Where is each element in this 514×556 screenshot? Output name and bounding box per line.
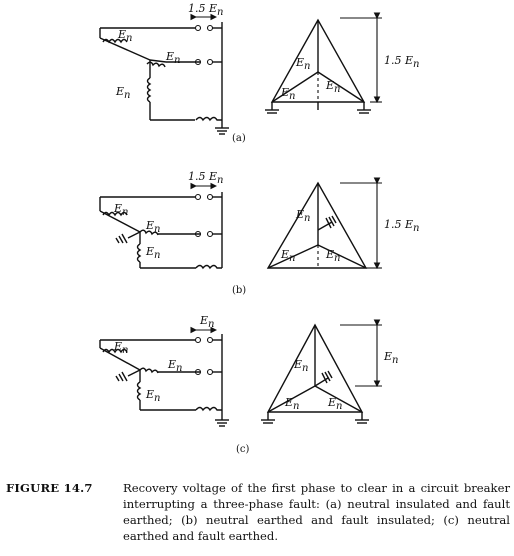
svg-text:En: En bbox=[114, 202, 129, 218]
svg-text:En: En bbox=[281, 248, 296, 264]
phasor-triangle-a bbox=[265, 20, 371, 113]
svg-text:En: En bbox=[118, 28, 133, 44]
svg-text:En: En bbox=[326, 248, 341, 264]
circuit-c bbox=[100, 314, 229, 426]
breaker-voltage-label-c: En bbox=[200, 314, 215, 330]
svg-text:En: En bbox=[296, 208, 311, 224]
neutral-earth-triangle-c bbox=[315, 371, 332, 386]
breaker-voltage-label-b: 1.5 En bbox=[188, 170, 224, 186]
neutral-earth-c bbox=[116, 370, 140, 381]
panel-b bbox=[100, 170, 419, 296]
svg-text:En: En bbox=[294, 358, 309, 374]
svg-text:En: En bbox=[285, 396, 300, 412]
svg-text:En: En bbox=[116, 85, 131, 101]
phasor-triangle-c bbox=[261, 325, 369, 423]
circuit-breaker-c bbox=[196, 338, 223, 375]
circuit-breaker-a bbox=[196, 26, 223, 65]
svg-text:En: En bbox=[146, 245, 161, 261]
height-dimension-a bbox=[340, 18, 419, 102]
height-voltage-label-b: 1.5 En bbox=[384, 218, 420, 234]
svg-text:En: En bbox=[166, 50, 181, 66]
svg-text:En: En bbox=[168, 358, 183, 374]
height-dimension-b bbox=[340, 183, 419, 268]
panel-c bbox=[100, 314, 398, 455]
figure-label: FIGURE 14.7 bbox=[6, 481, 93, 495]
coil-a-phase3 bbox=[148, 78, 151, 102]
breaker-voltage-label-a: 1.5 En bbox=[188, 2, 224, 18]
height-voltage-label-a: 1.5 En bbox=[384, 54, 420, 70]
neutral-earth-triangle-b bbox=[318, 216, 336, 230]
circuit-breaker-b bbox=[196, 195, 223, 237]
panel-label-b: (b) bbox=[232, 285, 247, 296]
height-voltage-label-c: En bbox=[384, 350, 399, 366]
svg-text:En: En bbox=[281, 86, 296, 102]
svg-text:En: En bbox=[146, 388, 161, 404]
svg-text:En: En bbox=[296, 56, 311, 72]
svg-text:En: En bbox=[326, 79, 341, 95]
svg-text:En: En bbox=[328, 396, 343, 412]
neutral-earth-b bbox=[116, 232, 140, 243]
panel-a bbox=[100, 2, 419, 144]
figure-caption-text: Recovery voltage of the first phase to clear in a circuit breaker interrupting a three-phase fault: (a) neutral insulated and fault earthed; (b) neutral earthed and fault insulated; (c) neutral earthed and fault earthed. bbox=[123, 481, 510, 543]
earth-symbol-a bbox=[215, 128, 229, 134]
panel-label-c: (c) bbox=[236, 444, 250, 455]
circuit-b bbox=[100, 170, 223, 268]
panel-label-a: (a) bbox=[232, 133, 246, 144]
earth-symbol-c bbox=[215, 420, 229, 426]
circuit-a bbox=[100, 2, 229, 134]
height-dimension-c bbox=[340, 325, 398, 386]
svg-text:En: En bbox=[146, 219, 161, 235]
phasor-triangle-b bbox=[268, 183, 366, 268]
svg-text:En: En bbox=[114, 340, 129, 356]
